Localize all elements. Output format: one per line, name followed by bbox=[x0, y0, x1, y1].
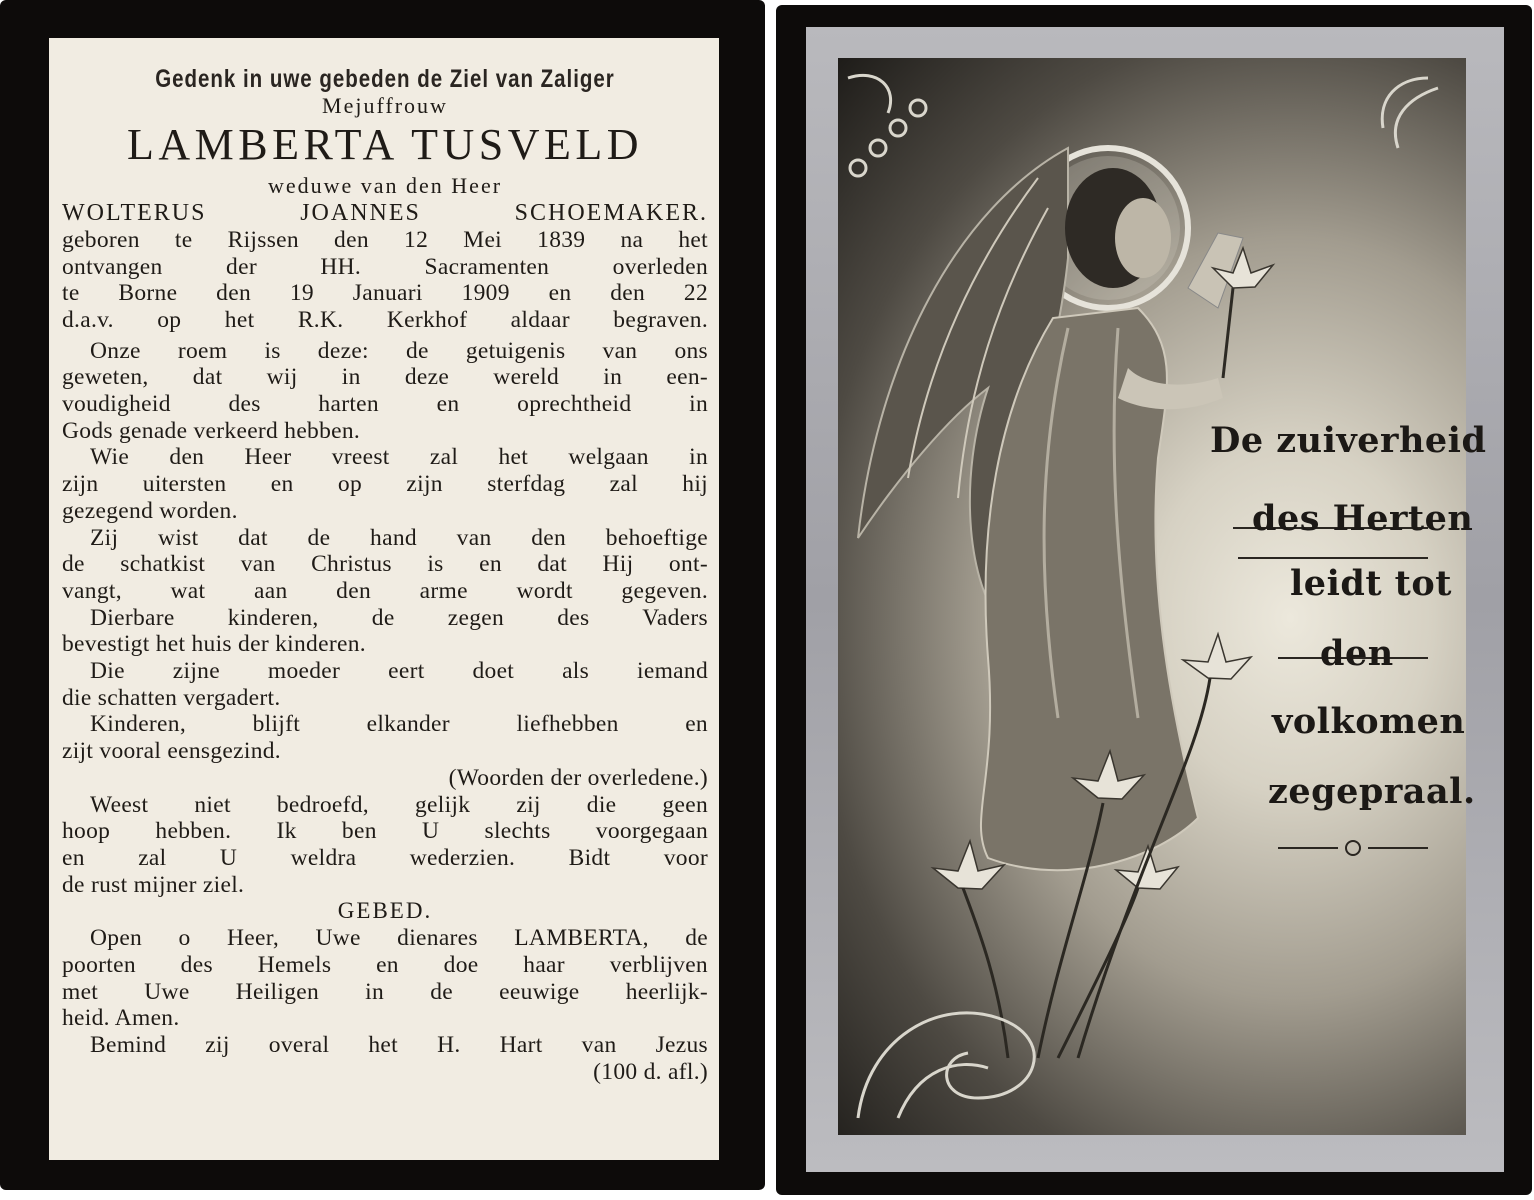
text-line: de rust mijner ziel. bbox=[62, 871, 245, 898]
text-line: hoop hebben. Ik ben U slechts voorgegaan bbox=[62, 818, 708, 845]
text-line: Zij wist dat de hand van den behoeftige bbox=[90, 524, 708, 551]
memorial-card-text-side bbox=[0, 0, 765, 1190]
prayer-line: met Uwe Heiligen in de eeuwige heerlijk- bbox=[62, 978, 708, 1005]
text-line: (Woorden der overledene.) bbox=[448, 764, 708, 791]
text-line: zijn uitersten en op zijn sterfdag zal hij bbox=[62, 471, 708, 498]
verse-line-2: des Herten bbox=[1252, 498, 1474, 539]
husband-name: WOLTERUS JOANNES SCHOEMAKER. bbox=[62, 200, 708, 227]
text-line: Die zijne moeder eert doet als iemand bbox=[90, 658, 708, 685]
verse-line-4: den bbox=[1320, 633, 1394, 674]
text-line: Wie den Heer vreest zal het welgaan in bbox=[90, 444, 708, 471]
verse-line-5: volkomen bbox=[1272, 701, 1466, 742]
text-line: zijt vooral eensgezind. bbox=[62, 738, 281, 765]
prayer-line: heid. Amen. bbox=[62, 1005, 180, 1032]
text-line: geweten, dat wij in deze wereld in een- bbox=[62, 364, 708, 391]
text-line: Gods genade verkeerd hebben. bbox=[62, 417, 361, 444]
verse-line-1: De zuiverheid bbox=[1210, 420, 1487, 461]
widow-of-line: weduwe van den Heer bbox=[267, 173, 503, 199]
deceased-name: LAMBERTA TUSVELD bbox=[126, 120, 644, 170]
bio-line: d.a.v. op het R.K. Kerkhof aldaar begraven. bbox=[62, 306, 708, 333]
indulgence-note: (100 d. afl.) bbox=[593, 1058, 708, 1085]
closing-line: Bemind zij overal het H. Hart van Jezus bbox=[90, 1031, 708, 1058]
memorial-header: Gedenk in uwe gebeden de Ziel van Zaliger bbox=[155, 65, 615, 93]
text-line: die schatten vergadert. bbox=[62, 684, 281, 711]
text-line: gezegend worden. bbox=[62, 497, 238, 524]
bio-line: geboren te Rijssen den 12 Mei 1839 na het bbox=[62, 226, 708, 253]
text-line: Kinderen, blijft elkander liefhebben en bbox=[90, 711, 708, 738]
verse-line-3: leidt tot bbox=[1290, 563, 1452, 604]
prayer-heading: GEBED. bbox=[337, 898, 433, 924]
bio-line: ontvangen der HH. Sacramenten overleden bbox=[62, 253, 708, 280]
text-line: vangt, wat aan den arme wordt gegeven. bbox=[62, 577, 708, 604]
verse-line-6: zegepraal. bbox=[1268, 771, 1476, 812]
text-line: de schatkist van Christus is en dat Hij ont- bbox=[62, 551, 708, 578]
text-line: Weest niet bedroefd, gelijk zij die geen bbox=[90, 791, 708, 818]
bio-line: te Borne den 19 Januari 1909 en den 22 bbox=[62, 280, 708, 307]
text-line: Onze roem is deze: de getuigenis van ons bbox=[90, 337, 708, 364]
text-line: Dierbare kinderen, de zegen des Vaders bbox=[90, 604, 708, 631]
memorial-text bbox=[62, 66, 708, 1085]
prayer-line: poorten des Hemels en doe haar verblijven bbox=[62, 951, 708, 978]
title-prefix: Mejuffrouw bbox=[322, 92, 448, 118]
text-line: bevestigt het huis der kinderen. bbox=[62, 631, 366, 658]
text-line: voudigheid des harten en oprechtheid in bbox=[62, 391, 708, 418]
text-line: en zal U weldra wederzien. Bidt voor bbox=[62, 844, 708, 871]
prayer-line: Open o Heer, Uwe dienares LAMBERTA, de bbox=[90, 925, 708, 952]
card-paper bbox=[49, 38, 719, 1160]
